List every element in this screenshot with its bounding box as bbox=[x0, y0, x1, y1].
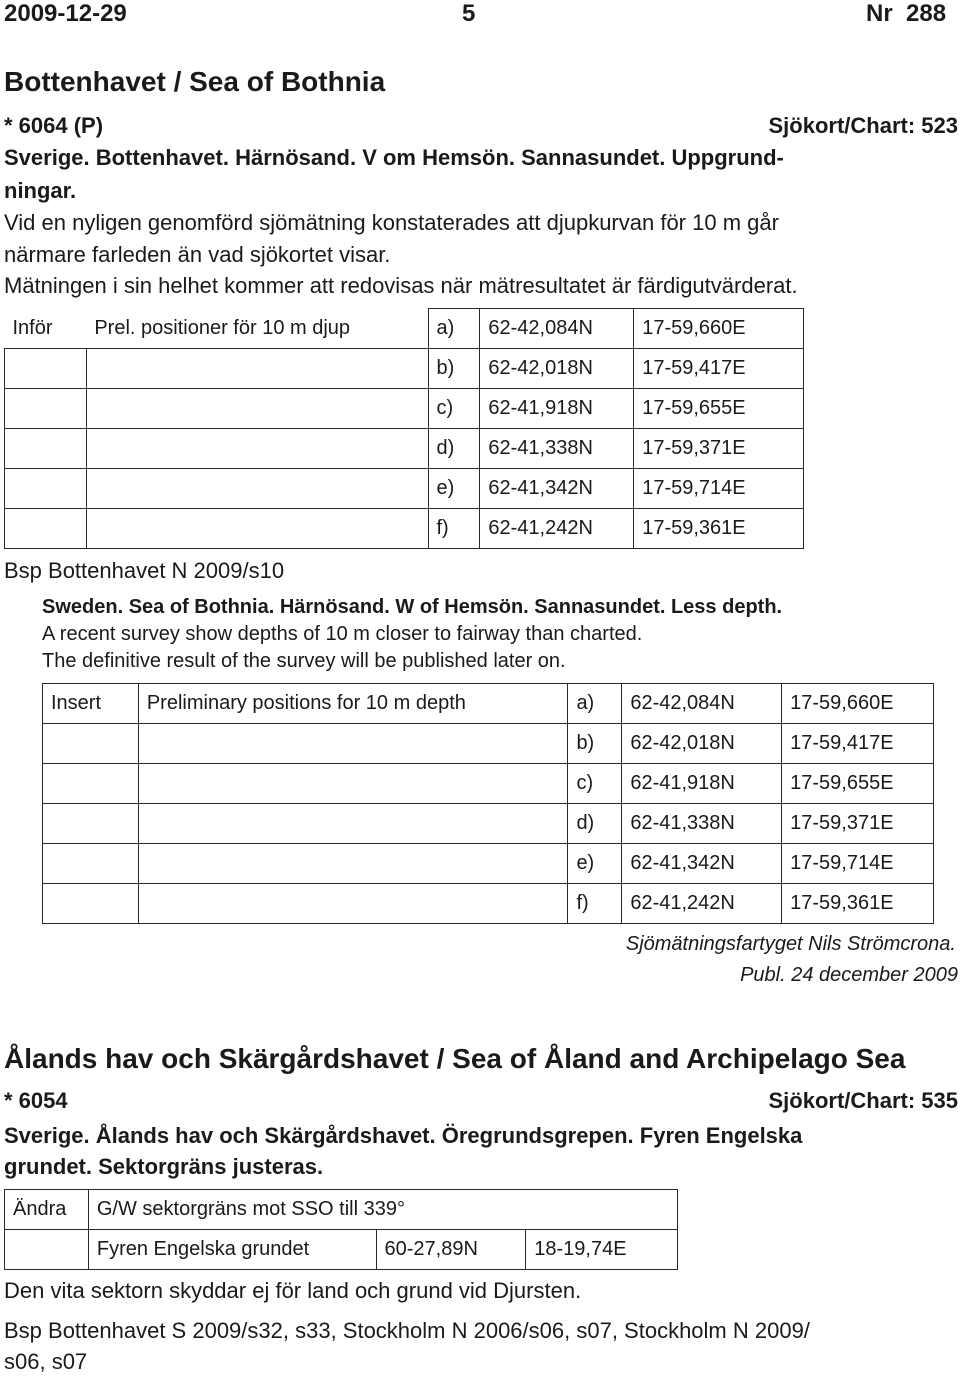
sv-row-label: e) bbox=[428, 469, 480, 509]
table-row bbox=[5, 349, 804, 389]
section2-table bbox=[4, 1189, 678, 1270]
en-row-label: b) bbox=[568, 724, 622, 764]
sv-row-label: a) bbox=[428, 309, 480, 349]
section1-en-heading: Sweden. Sea of Bothnia. Härnösand. W of Hemsön. Sannasundet. Less depth. bbox=[42, 596, 783, 618]
en-action-cell bbox=[43, 804, 139, 844]
en-row-label: f) bbox=[568, 884, 622, 924]
section1-sv-heading-1: Sverige. Bottenhavet. Härnösand. V om Hemsön. Sannasundet. Uppgrund- bbox=[4, 145, 784, 170]
en-row-lat: 62-41,918N bbox=[622, 764, 782, 804]
en-action-cell bbox=[43, 844, 139, 884]
header-issue: Nr 288 bbox=[866, 0, 947, 27]
sv-row-lon: 17-59,371E bbox=[634, 429, 804, 469]
en-row-lat: 62-41,342N bbox=[622, 844, 782, 884]
section1-en-table bbox=[42, 683, 934, 924]
section1-en-body-2: The definitive result of the survey will be published later on. bbox=[42, 650, 566, 672]
sv-action-cell bbox=[5, 389, 87, 429]
section1-sv-heading-2: ningar. bbox=[4, 178, 77, 203]
section1-published: Publ. 24 december 2009 bbox=[740, 964, 958, 986]
sv-description-cell bbox=[86, 389, 428, 429]
section1-sv-table bbox=[4, 308, 804, 549]
sv-row-label: d) bbox=[428, 429, 480, 469]
section1-title: Bottenhavet / Sea of Bothnia bbox=[4, 66, 386, 97]
sv-row-lon: 17-59,660E bbox=[634, 309, 804, 349]
section1-sv-body-2: närmare farleden än vad sjökortet visar. bbox=[4, 242, 391, 267]
table-row bbox=[43, 764, 934, 804]
table-row bbox=[5, 509, 804, 549]
sv-row-lat: 62-41,242N bbox=[480, 509, 634, 549]
table-row bbox=[5, 469, 804, 509]
table-row bbox=[43, 884, 934, 924]
en-description-cell bbox=[138, 804, 568, 844]
section1-en-body-1: A recent survey show depths of 10 m closer to fairway than charted. bbox=[42, 623, 643, 645]
sv-description-cell bbox=[86, 469, 428, 509]
section2-notice-number: * 6054 bbox=[4, 1088, 68, 1113]
section2-heading-2: grundet. Sektorgräns justeras. bbox=[4, 1154, 324, 1179]
sv-row-label: f) bbox=[428, 509, 480, 549]
en-action-cell: Insert bbox=[43, 684, 139, 724]
en-row-lon: 17-59,660E bbox=[782, 684, 934, 724]
section1-notice-number: * 6064 (P) bbox=[4, 113, 104, 138]
section2-chart: Sjökort/Chart: 535 bbox=[768, 1088, 958, 1113]
en-row-lat: 62-41,338N bbox=[622, 804, 782, 844]
s2-light-lon: 18-19,74E bbox=[526, 1230, 678, 1270]
sv-description-cell: Prel. positioner för 10 m djup bbox=[94, 316, 351, 339]
sv-row-lat: 62-41,918N bbox=[480, 389, 634, 429]
en-row-lat: 62-42,018N bbox=[622, 724, 782, 764]
table-row bbox=[43, 844, 934, 884]
sv-row-lon: 17-59,417E bbox=[634, 349, 804, 389]
en-description-cell: Preliminary positions for 10 m depth bbox=[138, 684, 568, 724]
s2-action-cell: Ändra bbox=[5, 1190, 89, 1230]
section1-source: Sjömätningsfartyget Nils Strömcrona. bbox=[625, 933, 956, 955]
en-row-lon: 17-59,714E bbox=[782, 844, 934, 884]
sv-row-lat: 62-42,018N bbox=[480, 349, 634, 389]
table-row bbox=[43, 684, 934, 724]
en-row-lon: 17-59,361E bbox=[782, 884, 934, 924]
sv-action-cell bbox=[5, 349, 87, 389]
sv-row-lon: 17-59,714E bbox=[634, 469, 804, 509]
section2-heading-1: Sverige. Ålands hav och Skärgårdshavet. Öregrundsgrepen. Fyren Engelska bbox=[4, 1123, 803, 1148]
en-action-cell bbox=[43, 764, 139, 804]
table-row bbox=[43, 804, 934, 844]
section2-reference-1: Bsp Bottenhavet S 2009/s32, s33, Stockholm N 2006/s06, s07, Stockholm N 2009/ bbox=[4, 1318, 810, 1343]
en-description-cell bbox=[138, 884, 568, 924]
section1-sv-body-1: Vid en nyligen genomförd sjömätning konstaterades att djupkurvan för 10 m går bbox=[4, 210, 779, 235]
en-row-label: d) bbox=[568, 804, 622, 844]
sv-description-cell bbox=[86, 349, 428, 389]
section2-reference-2: s06, s07 bbox=[4, 1349, 88, 1374]
table-row bbox=[5, 389, 804, 429]
sv-row-lat: 62-42,084N bbox=[480, 309, 634, 349]
s2-light-name: Fyren Engelska grundet bbox=[88, 1230, 376, 1270]
section1-sv-body-3: Mätningen i sin helhet kommer att redovisas när mätresultatet är färdigutvärderat. bbox=[4, 273, 798, 298]
section2-note: Den vita sektorn skyddar ej för land och grund vid Djursten. bbox=[4, 1278, 582, 1303]
sv-row-label: c) bbox=[428, 389, 480, 429]
en-row-lat: 62-42,084N bbox=[622, 684, 782, 724]
en-row-lon: 17-59,371E bbox=[782, 804, 934, 844]
table-row bbox=[5, 1190, 678, 1230]
en-row-label: c) bbox=[568, 764, 622, 804]
sv-row-lon: 17-59,655E bbox=[634, 389, 804, 429]
table-row bbox=[5, 429, 804, 469]
sv-row-lat: 62-41,338N bbox=[480, 429, 634, 469]
sv-row-label: b) bbox=[428, 349, 480, 389]
en-row-lat: 62-41,242N bbox=[622, 884, 782, 924]
sv-row-lon: 17-59,361E bbox=[634, 509, 804, 549]
en-row-lon: 17-59,655E bbox=[782, 764, 934, 804]
table-row bbox=[43, 724, 934, 764]
en-description-cell bbox=[138, 844, 568, 884]
en-description-cell bbox=[138, 724, 568, 764]
sv-description-cell bbox=[86, 429, 428, 469]
section1-chart: Sjökort/Chart: 523 bbox=[768, 113, 958, 138]
section2-title: Ålands hav och Skärgårdshavet / Sea of Åland and Archipelago Sea bbox=[4, 1043, 906, 1074]
sv-row-lat: 62-41,342N bbox=[480, 469, 634, 509]
en-action-cell bbox=[43, 724, 139, 764]
header-date: 2009-12-29 bbox=[4, 0, 127, 27]
table-row bbox=[5, 1230, 678, 1270]
header-page-number: 5 bbox=[462, 0, 476, 27]
en-action-cell bbox=[43, 884, 139, 924]
sv-description-cell bbox=[86, 509, 428, 549]
en-description-cell bbox=[138, 764, 568, 804]
sv-action-cell bbox=[5, 469, 87, 509]
en-row-label: e) bbox=[568, 844, 622, 884]
sv-action-cell: Inför bbox=[12, 316, 53, 339]
sv-action-cell bbox=[5, 509, 87, 549]
table-row bbox=[5, 309, 804, 349]
s2-sector-cell: G/W sektorgräns mot SSO till 339° bbox=[88, 1190, 677, 1230]
s2-action-cell bbox=[5, 1230, 89, 1270]
sv-action-cell bbox=[5, 429, 87, 469]
en-row-label: a) bbox=[568, 684, 622, 724]
section1-sv-reference: Bsp Bottenhavet N 2009/s10 bbox=[4, 558, 285, 583]
en-row-lon: 17-59,417E bbox=[782, 724, 934, 764]
s2-light-lat: 60-27,89N bbox=[376, 1230, 526, 1270]
